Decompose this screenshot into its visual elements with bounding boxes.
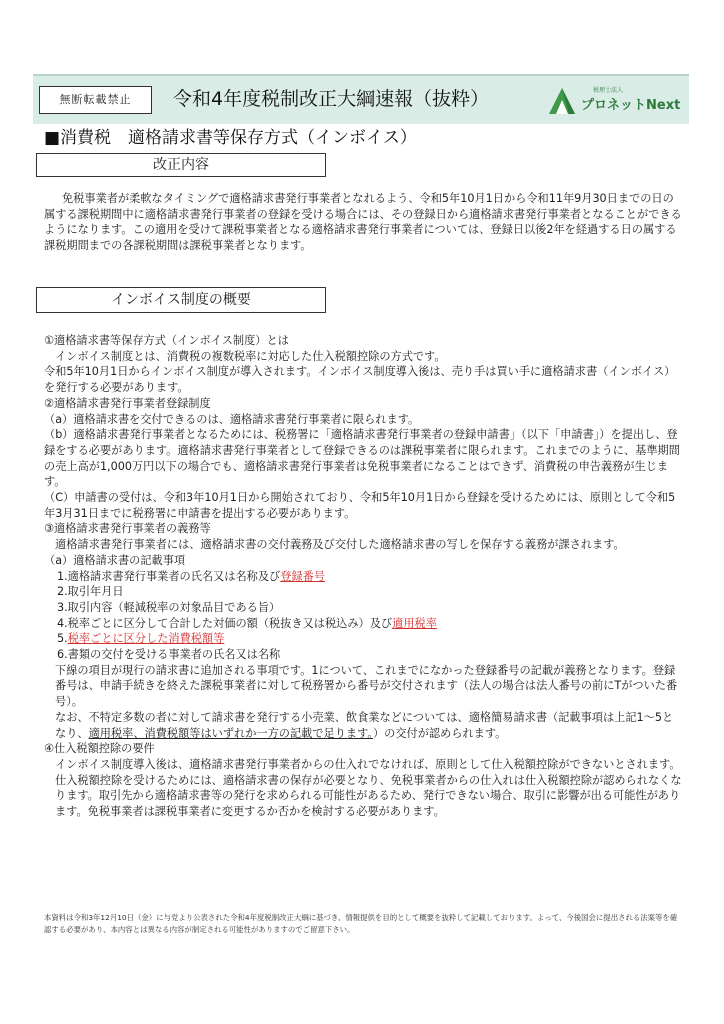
document-title: 令和4年度税制改正大綱速報（抜粋）: [173, 88, 490, 110]
section-2-item-b: （b）適格請求書発行事業者となるためには、税務署に「適格請求書発行事業者の登録申請書」（以下「申請書」）を提出し、登録をする必要があります。適格請求書発行事業者として登録できるのは課税事業者に限られます。これまでのように、基準期間の売上高が1,000万円以下の場合でも、適格請求書発行事業者は免税事業者になることはできず、消費税の申告義務が生じます。: [44, 428, 680, 489]
list-item: [44, 616, 684, 632]
section-3-paragraph: 適格請求書発行事業者には、適格請求書の交付義務及び交付した適格請求書の写しを保存する義務が課されます。: [55, 538, 625, 552]
revision-paragraph: 免税事業者が柔軟なタイミングで適格請求書発行事業者となれるよう、令和5年10月1日から令和11年9月30日までの日の属する課税期間中に適格請求書発行事業者の登録を受ける場合には、その登録日から適格請求書発行事業者となることができるようになります。この適用を受けて課税事業者となる適格請求書発行事業者については、登録日以後2年を経過する日の属する課税期間までの各課税期間は課税事業者となります。: [44, 192, 682, 252]
list-item-text: 5.: [57, 632, 68, 646]
list-item: 2.取引年月日: [57, 585, 124, 599]
section-3-paragraph: 下線の項目が現行の請求書に追加される事項です。1について、これまでになかった登録番号の記載が義務となります。登録番号は、申請手続きを終えた課税事業者に対して税務署から番号が交付されます（法人の場合は法人番号の前にTがついた番号）。: [55, 663, 678, 709]
list-item-added-text: 適用税率: [392, 616, 437, 630]
logo-subtitle: 税理士法人: [593, 87, 624, 94]
list-item: 3.取引内容（軽減税率の対象品目である旨）: [57, 600, 281, 614]
section-2-title: ②適格請求書発行事業者登録制度: [44, 396, 211, 410]
underlined-text: 適用税率、消費税額等はいずれか一方の記載で足ります。: [88, 726, 373, 740]
list-item: [44, 569, 684, 585]
header-banner: [33, 74, 689, 124]
no-reprint-badge: 無断転載禁止: [39, 86, 152, 114]
company-logo: [545, 80, 690, 122]
footnote: 本資料は令和3年12月10日（金）に与党より公表された令和4年度税制改正大綱に基づき、情報提供を目的として概要を抜粋して記載しております。よって、今後国会に提出される法案等を確認する必要があり、本内容とは異なる内容が制定される可能性がありますのでご留意下さい。: [44, 913, 678, 934]
section-1-paragraph: インボイス制度とは、消費税の複数税率に対応した仕入税額控除の方式です。: [55, 349, 446, 363]
section-1-paragraph: 令和5年10月1日からインボイス制度が導入されます。インボイス制度導入後は、売り手は買い手に適格請求書（インボイス）を発行する必要があります。: [44, 365, 676, 395]
section-3-title: ③適格請求書発行事業者の義務等: [44, 522, 211, 536]
section-2-item-a: （a）適格請求書を交付できるのは、適格請求書発行事業者に限られます。: [44, 412, 420, 426]
list-item: [44, 631, 684, 647]
revision-content-heading: 改正内容: [36, 153, 326, 177]
list-item: 6.書類の交付を受ける事業者の氏名又は名称: [57, 648, 281, 662]
section-4-title: ④仕入税額控除の要件: [44, 742, 155, 756]
section-3-paragraph: [44, 710, 684, 741]
section-3-item-a: （a）適格請求書の記載事項: [44, 553, 186, 567]
paragraph-text: ）の交付が認められます。: [372, 726, 507, 740]
logo-leaf-icon: [545, 84, 579, 118]
section-heading: ■消費税 適格請求書等保存方式（インボイス）: [44, 128, 417, 148]
list-item-added-text: 税率ごとに区分した消費税額等: [67, 632, 225, 646]
list-item-text: 4.税率ごとに区分して合計した対価の額（税抜き又は税込み）及び: [57, 616, 393, 630]
section-1-title: ①適格請求書等保存方式（インボイス制度）とは: [44, 334, 289, 347]
paragraph-text: なお、不特定多数の者に対して請求書を発行する小売業、飲食業などについては、適格簡易請求書（記載事項は上記1～5となり、: [55, 710, 674, 740]
list-item-added-text: 登録番号: [280, 569, 326, 583]
list-item-text: 1.適格請求書発行事業者の氏名又は名称及び: [57, 569, 281, 583]
section-2-item-c: （C）申請書の受付は、令和3年10月1日から開始されており、令和5年10月1日から登録を受けるためには、原則として令和5年3月31日までに税務署に申請書を提出する必要があります。: [44, 491, 676, 520]
logo-name: プロネットNext: [581, 98, 681, 113]
section-4-paragraph: インボイス制度導入後は、適格請求書発行事業者からの仕入れでなければ、原則として仕入税額控除ができないとされます。仕入税額控除を受けるためには、適格請求書の保存が必要となり、免税事業者からの仕入れは仕入税額控除が認められなくなります。取引先から適格請求書等の発行を求められる可能性があるため、発行できない場合、取引に影響が出る可能性があります。免税事業者は課税事業者に変更するか否かを検討する必要があります。: [55, 757, 682, 819]
invoice-overview-heading: インボイス制度の概要: [36, 287, 326, 313]
overview-body: [44, 333, 684, 820]
